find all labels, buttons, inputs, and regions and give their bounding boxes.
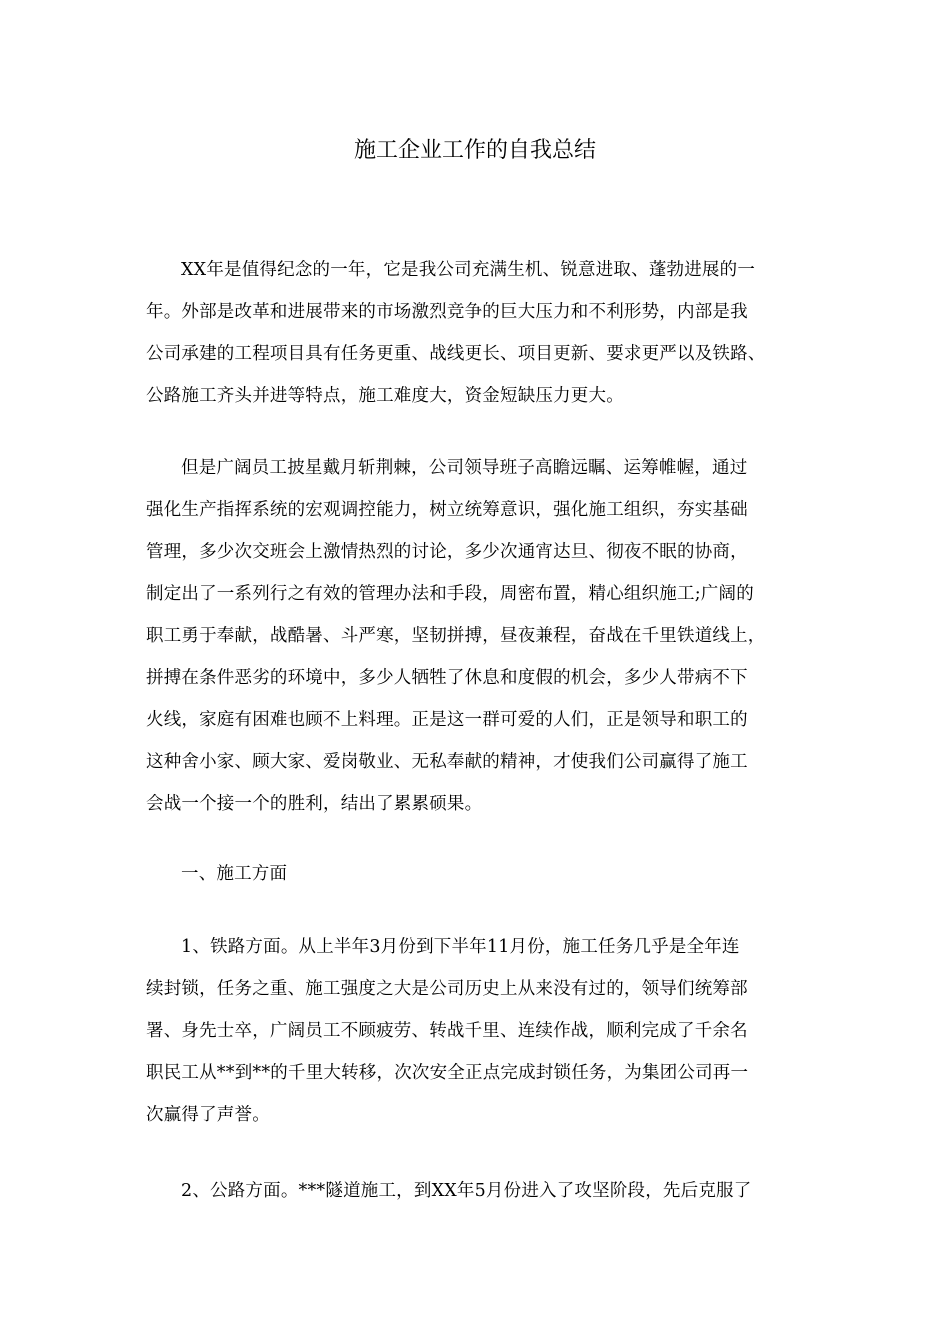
paragraph-3-line-4: 职民工从**到**的千里大转移，次次安全正点完成封锁任务，为集团公司再一 — [146, 1063, 749, 1083]
paragraph-2-line-6: 拼搏在条件恶劣的环境中，多少人牺牲了休息和度假的机会，多少人带病不下 — [146, 668, 748, 688]
paragraph-3-line-2: 续封锁，任务之重、施工强度之大是公司历史上从来没有过的，领导们统筹部 — [146, 979, 748, 999]
paragraph-2-line-2: 强化生产指挥系统的宏观调控能力，树立统筹意识，强化施工组织，夯实基础 — [146, 500, 748, 520]
document-title: 施工企业工作的自我总结 — [353, 138, 596, 163]
paragraph-2-line-3: 管理，多少次交班会上激情热烈的讨论，多少次通宵达旦、彻夜不眠的协商， — [146, 542, 748, 562]
paragraph-1-line-3: 公司承建的工程项目具有任务更重、战线更长、项目更新、要求更严以及铁路、 — [146, 344, 766, 364]
paragraph-2-line-8: 这种舍小家、顾大家、爱岗敬业、无私奉献的精神，才使我们公司赢得了施工 — [146, 752, 748, 772]
paragraph-3-line-5: 次赢得了声誉。 — [146, 1105, 270, 1125]
paragraph-2-line-4: 制定出了一系列行之有效的管理办法和手段，周密布置，精心组织施工;广阔的 — [146, 584, 754, 604]
paragraph-2-line-5: 职工勇于奉献，战酷暑、斗严寒，坚韧拼搏，昼夜兼程，奋战在千里铁道线上， — [146, 626, 766, 646]
paragraph-2-line-7: 火线，家庭有困难也顾不上料理。正是这一群可爱的人们，正是领导和职工的 — [146, 710, 748, 730]
paragraph-1-line-2: 年。外部是改革和进展带来的市场激烈竞争的巨大压力和不利形势，内部是我 — [146, 302, 748, 322]
paragraph-2-line-9: 会战一个接一个的胜利，结出了累累硕果。 — [146, 794, 483, 814]
paragraph-4-line-1: 2、公路方面。***隧道施工，到XX年5月份进入了攻坚阶段，先后克服了 — [181, 1181, 752, 1201]
paragraph-3-line-3: 署、身先士卒，广阔员工不顾疲劳、转战千里、连续作战，顺利完成了千余名 — [146, 1021, 748, 1041]
section-heading: 一、施工方面 — [181, 864, 288, 884]
paragraph-1-line-4: 公路施工齐头并进等特点，施工难度大，资金短缺压力更大。 — [146, 386, 624, 406]
paragraph-3-line-1: 1、铁路方面。从上半年3月份到下半年11月份，施工任务几乎是全年连 — [181, 937, 740, 957]
paragraph-1-line-1: XX年是值得纪念的一年，它是我公司充满生机、锐意进取、蓬勃进展的一 — [181, 260, 756, 280]
paragraph-2-line-1: 但是广阔员工披星戴月斩荆棘，公司领导班子高瞻远瞩、运筹帷幄，通过 — [181, 458, 748, 478]
